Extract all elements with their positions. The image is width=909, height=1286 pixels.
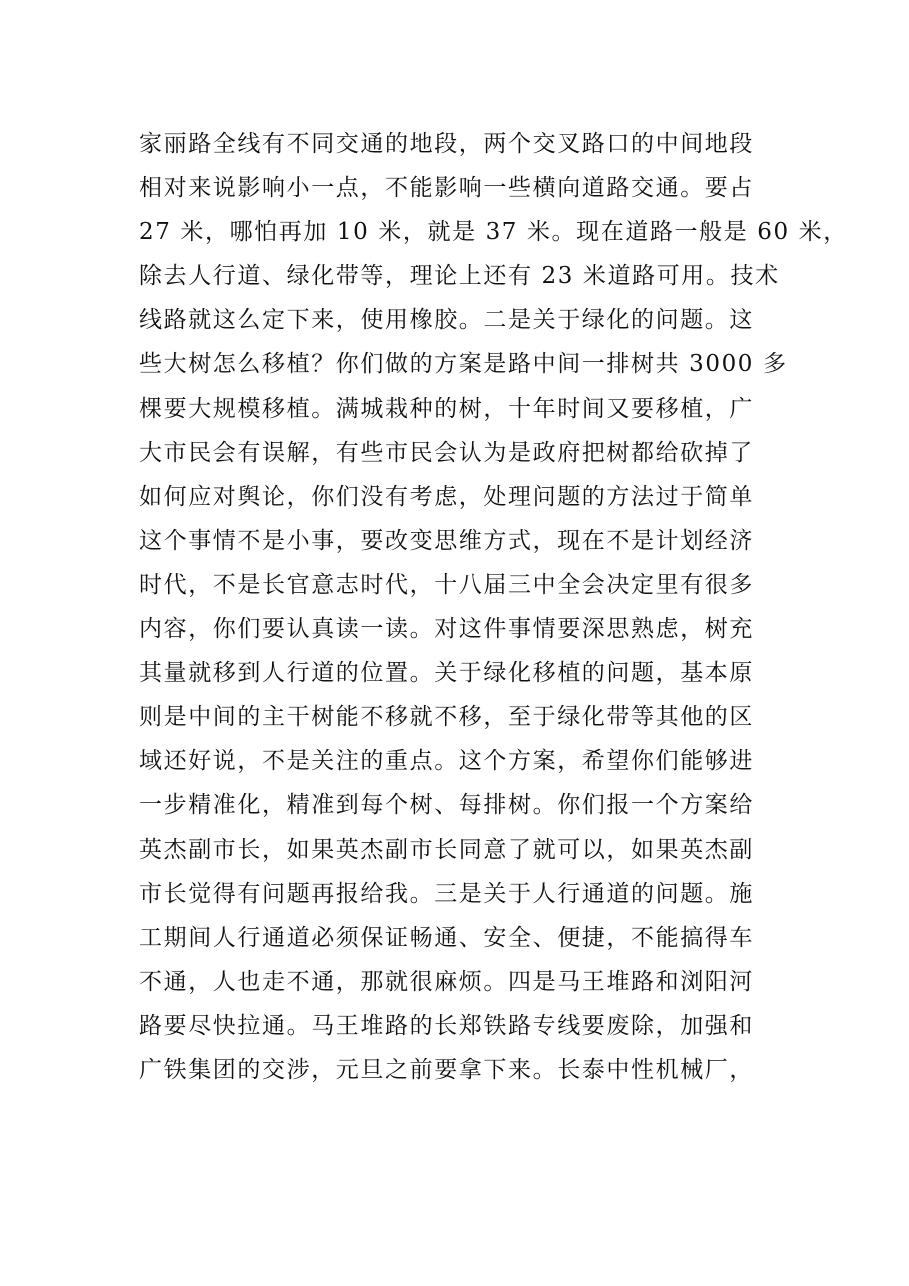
text-line: 时代，不是长官意志时代，十八届三中全会决定里有很多 xyxy=(139,571,754,598)
text-line: 家丽路全线有不同交通的地段，两个交叉路口的中间地段 xyxy=(139,131,754,157)
text-line: 27 米，哪怕再加 10 米，就是 37 米。现在道路一般是 60 米， xyxy=(139,219,848,246)
text-line: 如何应对舆论，你们没有考虑，处理问题的方法过于简单 xyxy=(139,483,754,510)
text-line: 广铁集团的交涉，元旦之前要拿下来。长泰中性机械厂， xyxy=(139,1056,754,1083)
text-line: 市长觉得有问题再报给我。三是关于人行通道的问题。施 xyxy=(139,880,754,907)
text-line: 棵要大规模移植。满城栽种的树，十年时间又要移植，广 xyxy=(139,395,754,422)
text-line: 除去人行道、绿化带等，理论上还有 23 米道路可用。技术 xyxy=(139,263,780,290)
text-line: 域还好说，不是关注的重点。这个方案，希望你们能够进 xyxy=(139,748,754,775)
text-line: 线路就这么定下来，使用橡胶。二是关于绿化的问题。这 xyxy=(139,307,754,334)
text-line: 英杰副市长，如果英杰副市长同意了就可以，如果英杰副 xyxy=(139,836,754,863)
text-line: 其量就移到人行道的位置。关于绿化移植的问题，基本原 xyxy=(139,660,754,687)
text-line: 工期间人行通道必须保证畅通、安全、便捷，不能搞得车 xyxy=(139,924,754,951)
text-line: 不通，人也走不通，那就很麻烦。四是马王堆路和浏阳河 xyxy=(139,968,754,995)
text-line: 些大树怎么移植？你们做的方案是路中间一排树共 3000 多 xyxy=(139,351,788,378)
text-line: 一步精准化，精准到每个树、每排树。你们报一个方案给 xyxy=(139,792,754,819)
text-line: 路要尽快拉通。马王堆路的长郑铁路专线要废除，加强和 xyxy=(139,1012,754,1039)
body-paragraph xyxy=(139,122,848,1092)
text-line: 这个事情不是小事，要改变思维方式，现在不是计划经济 xyxy=(139,527,754,554)
text-line: 大市民会有误解，有些市民会认为是政府把树都给砍掉了 xyxy=(139,439,754,466)
text-line: 则是中间的主干树能不移就不移，至于绿化带等其他的区 xyxy=(139,704,754,731)
text-line: 内容，你们要认真读一读。对这件事情要深思熟虑，树充 xyxy=(139,616,754,643)
text-line: 相对来说影响小一点，不能影响一些横向道路交通。要占 xyxy=(139,175,754,202)
